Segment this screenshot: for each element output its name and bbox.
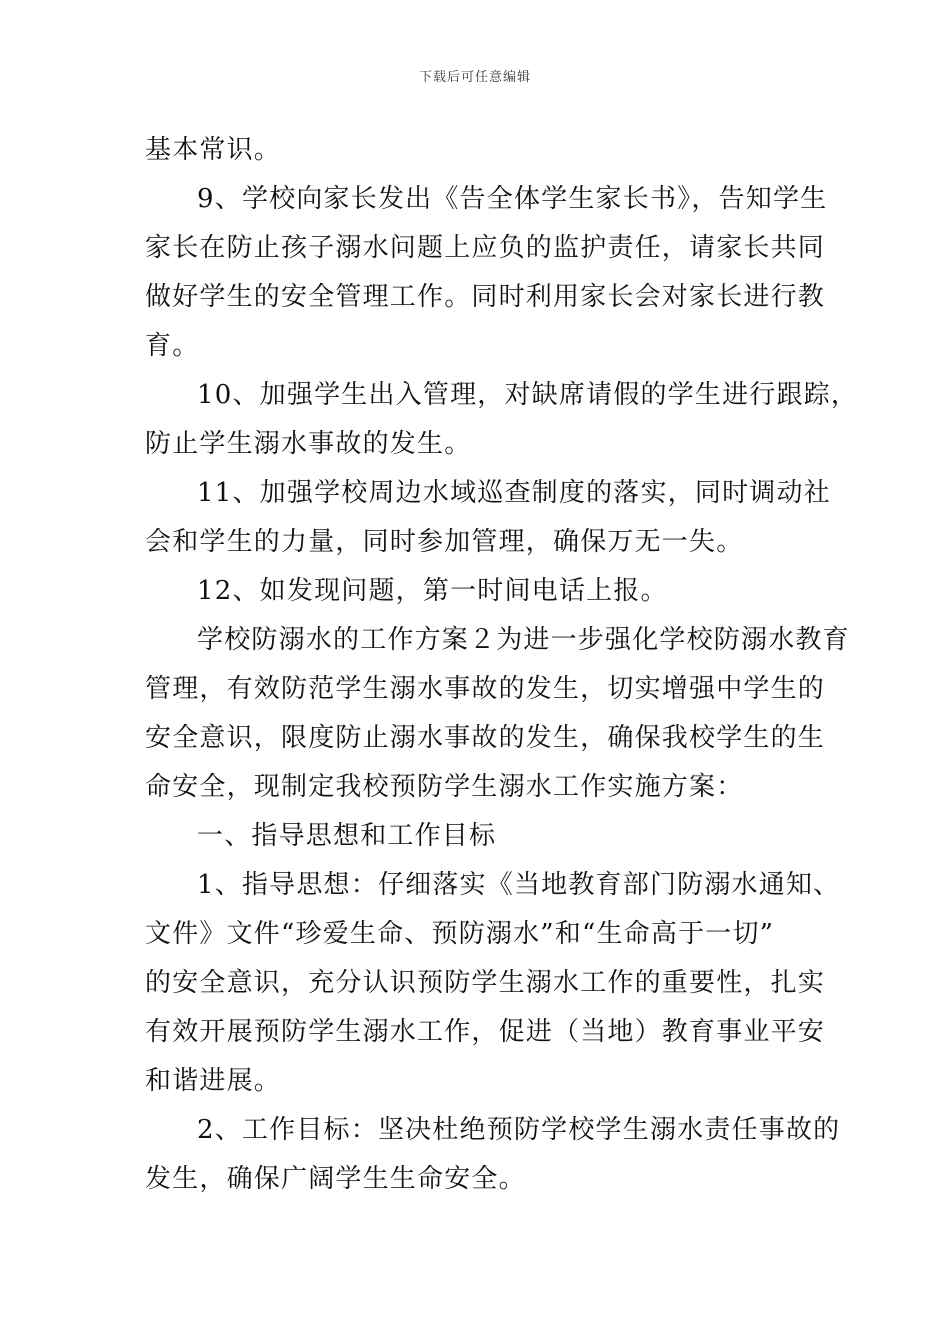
text-line: 发生，确保广阔学生生命安全。 — [145, 1164, 526, 1194]
text-line: 的安全意识，充分认识预防学生溺水工作的重要性，扎实 — [145, 968, 826, 998]
text-line: 做好学生的安全管理工作。同时利用家长会对家长进行教 — [145, 282, 826, 312]
text-line: 会和学生的力量，同时参加管理，确保万无一失。 — [145, 527, 744, 557]
page-header: 下载后可任意编辑 — [418, 70, 531, 85]
text-line: 育。 — [145, 331, 200, 361]
text-line: 文件》文件“珍爱生命、预防溺水”和“生命高于一切” — [145, 919, 775, 949]
paragraph — [145, 861, 841, 1106]
text-line: 学校防溺水的工作方案２为进一步强化学校防溺水教育 — [197, 625, 850, 655]
document-body — [145, 126, 859, 1204]
text-line: 一、指导思想和工作目标 — [197, 821, 497, 851]
paragraph — [145, 371, 859, 469]
text-line: 有效开展预防学生溺水工作，促进（当地）教育事业平安 — [145, 1017, 826, 1047]
text-line: 9、学校向家长发出《告全体学生家长书》，告知学生 — [197, 184, 828, 214]
text-line: 和谐进展。 — [145, 1066, 282, 1096]
text-line: 命安全，现制定我校预防学生溺水工作实施方案： — [145, 772, 744, 802]
paragraph — [145, 616, 850, 812]
text-line: 12、如发现问题，第一时间电话上报。 — [197, 576, 668, 606]
text-line: 10、加强学生出入管理，对缺席请假的学生进行跟踪， — [197, 380, 859, 410]
text-line: 家长在防止孩子溺水问题上应负的监护责任，请家长共同 — [145, 233, 826, 263]
text-line: 1、指导思想：仔细落实《当地教育部门防溺水通知、 — [197, 870, 841, 900]
section-heading — [145, 812, 815, 861]
text-line: 管理，有效防范学生溺水事故的发生，切实增强中学生的 — [145, 674, 826, 704]
text-line: 防止学生溺水事故的发生。 — [145, 429, 472, 459]
paragraph — [145, 1106, 841, 1204]
paragraph — [145, 567, 815, 616]
text-line: 安全意识，限度防止溺水事故的发生，确保我校学生的生 — [145, 723, 826, 753]
paragraph — [145, 126, 815, 175]
paragraph — [145, 175, 828, 371]
paragraph — [145, 469, 831, 567]
text-line: 2、工作目标：坚决杜绝预防学校学生溺水责任事故的 — [197, 1115, 841, 1145]
text-line: 11、加强学校周边水域巡查制度的落实，同时调动社 — [197, 478, 831, 508]
text-line: 基本常识。 — [145, 135, 282, 165]
